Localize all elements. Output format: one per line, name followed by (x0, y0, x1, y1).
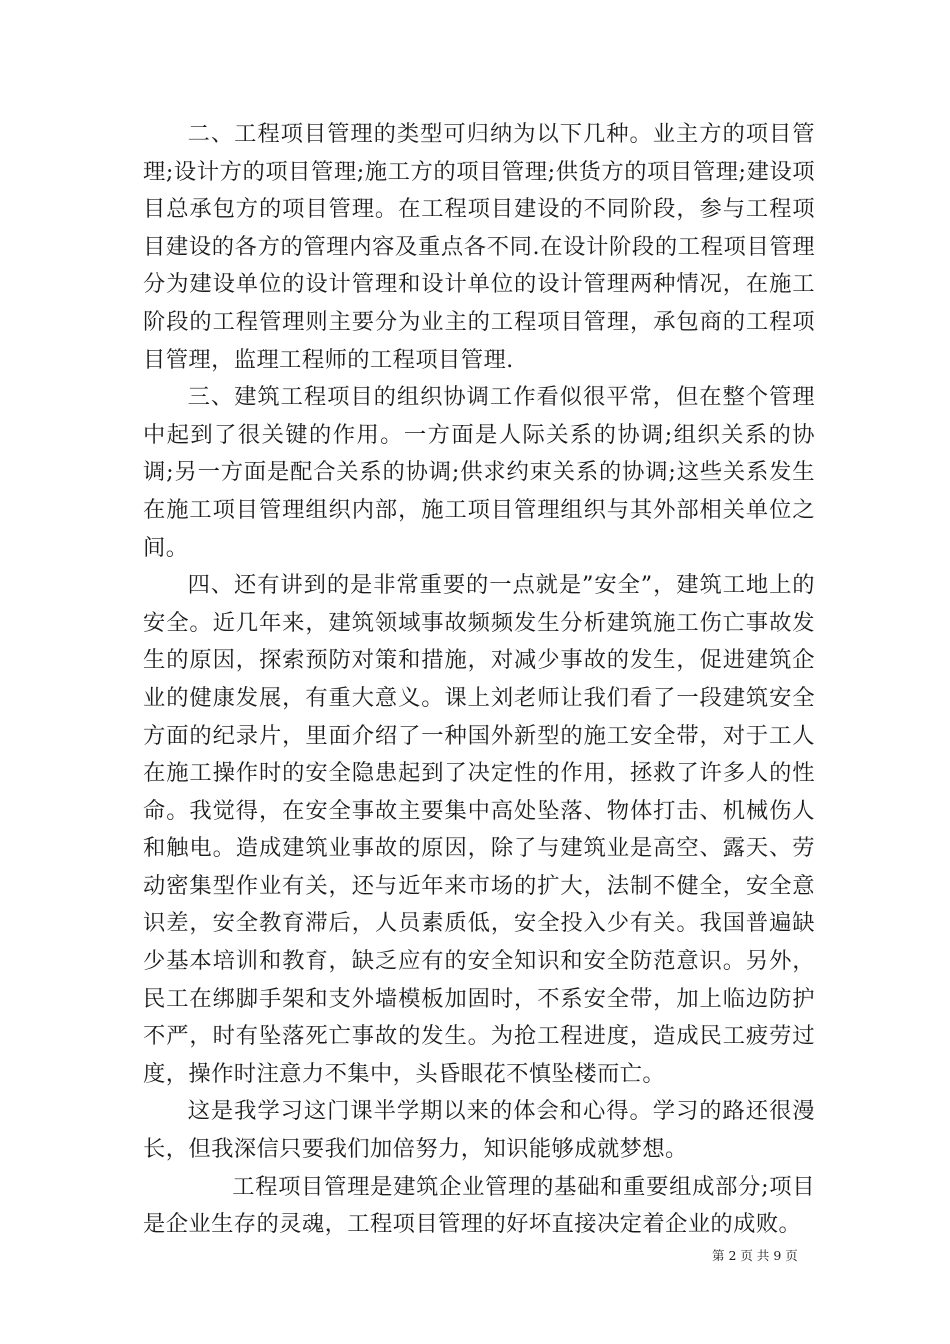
paragraph-reflection: 这是我学习这门课半学期以来的体会和心得。学习的路还很漫长，但我深信只要我们加倍努力，知识能够成就梦想。 (143, 1098, 815, 1163)
page-number: 第 2 页 共 9 页 (712, 1248, 798, 1263)
paragraph-conclusion: 工程项目管理是建筑企业管理的基础和重要组成部分;项目是企业生存的灵魂，工程项目管理的好坏直接决定着企业的成败。 (143, 1173, 815, 1238)
document-body (143, 116, 815, 1244)
paragraph-safety: 四、还有讲到的是非常重要的一点就是”安全”，建筑工地上的安全。近几年来，建筑领域事故频频发生分析建筑施工伤亡事故发生的原因，探索预防对策和措施，对减少事故的发生，促进建筑企业的健康发展，有重大意义。课上刘老师让我们看了一段建筑安全方面的纪录片，里面介绍了一种国外新型的施工安全带，对于工人在施工操作时的安全隐患起到了决定性的作用，拯救了许多人的性命。我觉得，在安全事故主要集中高处坠落、物体打击、机械伤人和触电。造成建筑业事故的原因，除了与建筑业是高空、露天、劳动密集型作业有关，还与近年来市场的扩大，法制不健全，安全意识差，安全教育滞后，人员素质低，安全投入少有关。我国普遍缺少基本培训和教育，缺乏应有的安全知识和安全防范意识。另外，民工在绑脚手架和支外墙模板加固时，不系安全带，加上临边防护不严，时有坠落死亡事故的发生。为抢工程进度，造成民工疲劳过度，操作时注意力不集中，头昏眼花不慎坠楼而亡。 (143, 572, 815, 1087)
paragraph-project-types: 二、工程项目管理的类型可归纳为以下几种。业主方的项目管理;设计方的项目管理;施工方的项目管理;供货方的项目管理;建设项目总承包方的项目管理。在工程项目建设的不同阶段，参与工程项目建设的各方的管理内容及重点各不同.在设计阶段的工程项目管理分为建设单位的设计管理和设计单位的设计管理两种情况，在施工阶段的工程管理则主要分为业主的工程项目管理，承包商的工程项目管理，监理工程师的工程项目管理. (143, 121, 815, 373)
paragraph-coordination: 三、建筑工程项目的组织协调工作看似很平常，但在整个管理中起到了很关键的作用。一方面是人际关系的协调;组织关系的协调;另一方面是配合关系的协调;供求约束关系的协调;这些关系发生在施工项目管理组织内部，施工项目管理组织与其外部相关单位之间。 (143, 384, 815, 561)
